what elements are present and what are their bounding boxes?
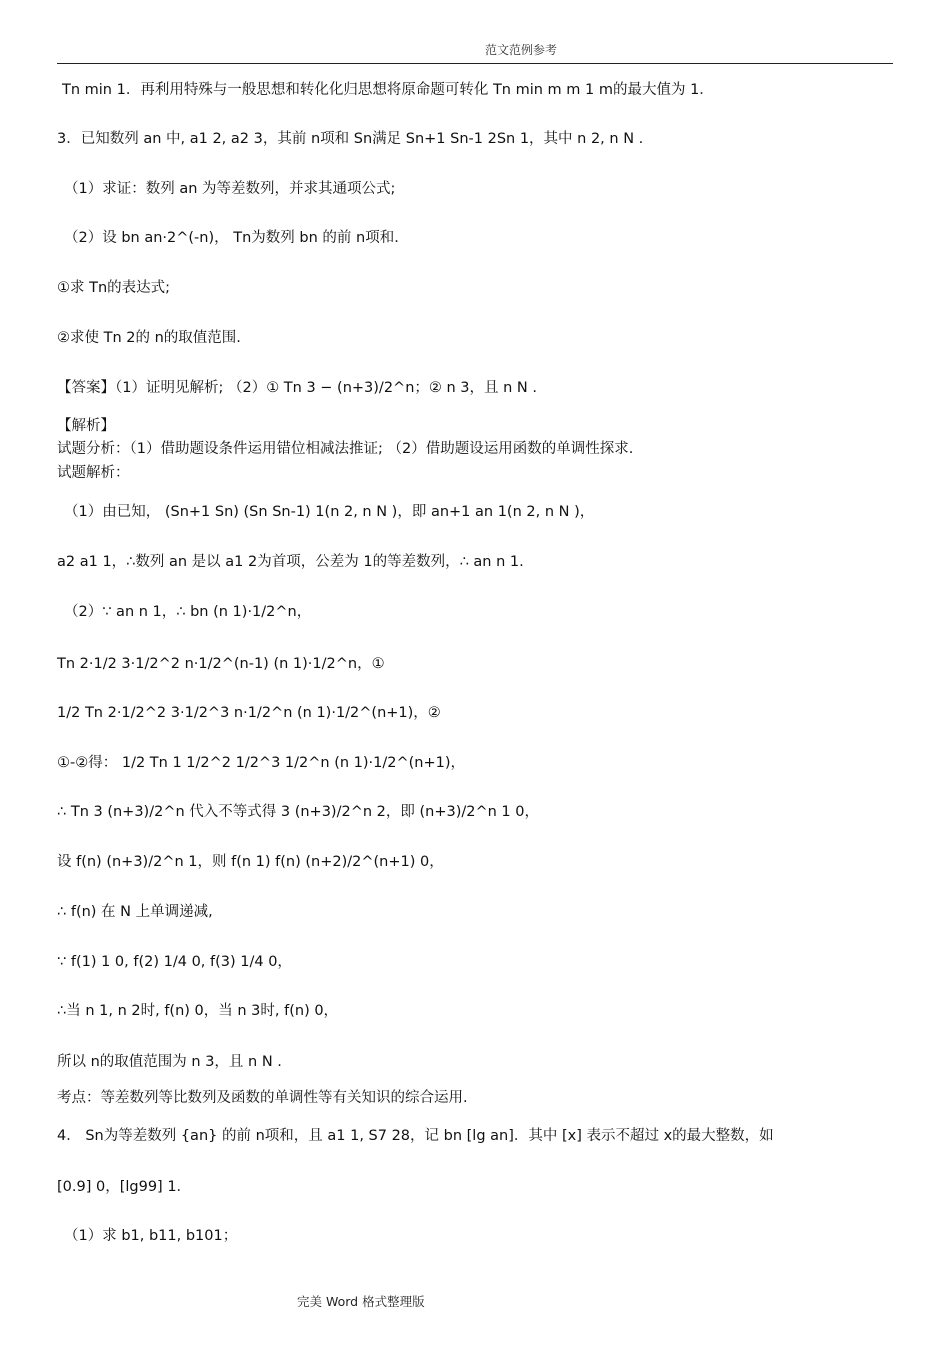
text-line: 【答案】（1）证明见解析; （2）① Tn 3 − (n+3)/2^n；② n 3，且 n N . [57, 380, 537, 396]
text-line: 1/2 Tn 2·1/2^2 3·1/2^3 n·1/2^n (n 1)·1/2^(n+1)，② [57, 705, 441, 721]
text-line: 试题解析： [57, 465, 130, 481]
text-line: Tn 2·1/2 3·1/2^2 n·1/2^(n-1) (n 1)·1/2^n，① [57, 656, 385, 672]
page-footer: 完美 Word 格式整理版 [297, 1294, 425, 1309]
text-line: （1）由已知， (Sn+1 Sn) (Sn Sn-1) 1(n 2, n N )，即 an+1 an 1(n 2, n N )， [64, 504, 595, 520]
text-line: ②求使 Tn 2的 n的取值范围. [57, 330, 241, 346]
text-line: （2）∵ an n 1，∴ bn (n 1)·1/2^n， [64, 604, 312, 620]
text-line: a2 a1 1，∴数列 an 是以 a1 2为首项，公差为 1的等差数列，∴ an n 1. [57, 554, 524, 570]
text-line: 所以 n的取值范围为 n 3，且 n N . [57, 1054, 282, 1070]
header-rule [57, 63, 893, 64]
text-line: （1）求 b1, b11, b101； [64, 1228, 238, 1244]
text-line: [0.9] 0，[lg99] 1． [57, 1179, 192, 1195]
text-line: ∴当 n 1, n 2时, f(n) 0，当 n 3时, f(n) 0， [57, 1003, 339, 1019]
text-line: 4． Sn为等差数列 {an} 的前 n项和，且 a1 1, S7 28，记 bn [lg an]．其中 [x] 表示不超过 x的最大整数，如 [57, 1128, 774, 1144]
text-line: 【解析】 [57, 418, 115, 434]
text-line: ①求 Tn的表达式; [57, 280, 171, 296]
page-header: 范文范例参考 [485, 43, 558, 57]
text-line: （2）设 bn an·2^(-n)， Tn为数列 bn 的前 n项和. [64, 230, 399, 246]
text-line: ∵ f(1) 1 0, f(2) 1/4 0, f(3) 1/4 0， [57, 954, 292, 970]
text-line: Tn min 1．再利用特殊与一般思想和转化化归思想将原命题可转化 Tn min m m 1 m的最大值为 1． [62, 82, 714, 98]
text-line: 3．已知数列 an 中, a1 2, a2 3，其前 n项和 Sn满足 Sn+1 Sn-1 2Sn 1，其中 n 2, n N . [57, 131, 644, 147]
text-line: ∴ Tn 3 (n+3)/2^n 代入不等式得 3 (n+3)/2^n 2，即 (n+3)/2^n 1 0， [57, 804, 539, 820]
text-line: ∴ f(n) 在 N 上单调递减, [57, 904, 213, 920]
text-line: 考点：等差数列等比数列及函数的单调性等有关知识的综合运用. [57, 1090, 468, 1106]
text-line: （1）求证：数列 an 为等差数列，并求其通项公式; [64, 181, 396, 197]
text-line: ①-②得： 1/2 Tn 1 1/2^2 1/2^3 1/2^n (n 1)·1/2^(n+1)， [57, 755, 466, 771]
text-line: 试题分析：（1）借助题设条件运用错位相减法推证; （2）借助题设运用函数的单调性探求. [57, 441, 634, 457]
text-line: 设 f(n) (n+3)/2^n 1，则 f(n 1) f(n) (n+2)/2^(n+1) 0， [57, 854, 444, 870]
